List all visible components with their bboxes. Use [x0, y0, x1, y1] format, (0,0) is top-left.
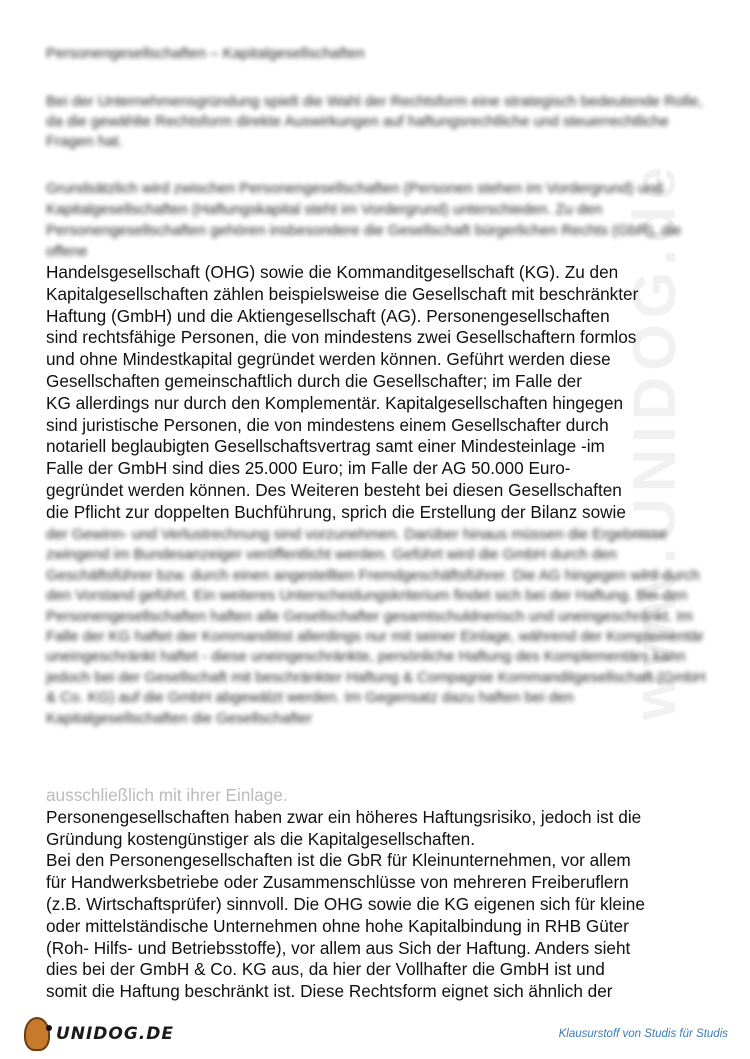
- text-line: Falle der GmbH sind dies 25.000 Euro; im Falle der AG 50.000 Euro-: [46, 458, 571, 479]
- visible-text-block: [46, 262, 716, 524]
- text-line: notariell beglaubigten Gesellschaftsvertrag samt einer Mindesteinlage -im: [46, 436, 605, 457]
- dog-icon: [24, 1017, 50, 1051]
- blurred-middle-section: der Gewinn- und Verlustrechnung sind vorzunehmen. Darüber hinaus müssen die Ergebnisse zwingend im Bundesanzeiger veröffentlicht werden. Geführt wird die GmbH durch den Geschäftsführer bzw. durch einen angestellten Fremdgeschäftsführer. Die AG hingegen wird durch den Vorstand geführt. Ein weiteres Unterscheidungskriterium findet sich bei der Haftung. Bei den Personengesellschaften haften alle Gesellschafter gesamtschuldnerisch und uneingeschränkt. Im Falle der KG haftet der Kommanditist allerdings nur mit seiner Einlage, während der Komplementär uneingeschränkt haftet - diese uneingeschränkte, persönliche Haftung des Komplementärs kann jedoch bei der Gesellschaft mit beschränkter Haftung & Compagnie Kommanditgesellschaft (GmbH & Co. KG) auf die GmbH abgewälzt werden. Im Gegensatz dazu haften bei den Kapitalgesellschaften die Gesellschafter: [46, 526, 706, 727]
- text-line: sind rechtsfähige Personen, die von mindestens zwei Gesellschaftern formlos: [46, 327, 637, 348]
- text-line: Gesellschaften gemeinschaftlich durch die Gesellschafter; im Falle der: [46, 370, 582, 391]
- text-line: Gründung kostengünstiger als die Kapitalgesellschaften.: [46, 828, 476, 849]
- text-line: oder mittelständische Unternehmen ohne hohe Kapitalbindung in RHB Güter: [46, 915, 629, 936]
- text-line: Bei den Personengesellschaften ist die GbR für Kleinunternehmen, vor allem: [46, 850, 631, 871]
- logo-text: UNIDOG.DE: [55, 1024, 174, 1044]
- text-line: für Handwerksbetriebe oder Zusammenschlüsse von mehreren Freiberuflern: [46, 872, 629, 893]
- footer-tagline: Klausurstoff von Studis für Studis: [558, 1028, 728, 1040]
- unidog-logo[interactable]: [24, 1016, 174, 1052]
- blurred-paragraph-start: Grundsätzlich wird zwischen Personengesellschaften (Personen stehen im Vordergrund) und Kapitalgesellschaften (Haftungskapital steht im Vordergrund) unterschieden. Zu den Personengesellschaften gehören insbesondere die Gesellschaft bürgerlichen Rechts (GbR), die offene: [46, 180, 682, 260]
- watermark: www.UNIDOG.de: [621, 160, 688, 720]
- text-line: (z.B. Wirtschaftsprüfer) sinnvoll. Die OHG sowie die KG eigenen sich für kleine: [46, 893, 645, 914]
- text-line: somit die Haftung beschränkt ist. Diese Rechtsform eignet sich ähnlich der: [46, 981, 613, 1002]
- visible-text-block-2: [46, 785, 716, 1003]
- text-line: Personengesellschaften haben zwar ein höheres Haftungsrisiko, jedoch ist die: [46, 806, 642, 827]
- text-line: gegründet werden können. Des Weiteren besteht bei diesen Gesellschaften: [46, 479, 622, 500]
- text-line: sind juristische Personen, die von mindestens einem Gesellschafter durch: [46, 414, 609, 435]
- text-line: KG allerdings nur durch den Komplementär. Kapitalgesellschaften hingegen: [46, 392, 624, 413]
- text-line: Haftung (GmbH) und die Aktiengesellschaft (AG). Personengesellschaften: [46, 305, 610, 326]
- document-title: Personengesellschaften – Kapitalgesellschaften: [46, 45, 365, 62]
- text-line: und ohne Mindestkapital gegründet werden können. Geführt werden diese: [46, 349, 611, 370]
- text-line: (Roh- Hilfs- und Betriebsstoffe), vor allem aus Sich der Haftung. Anders sieht: [46, 937, 631, 958]
- intro-paragraph: Bei der Unternehmensgründung spielt die Wahl der Rechtsform eine strategisch bedeutende Rolle, da die gewählte Rechtsform direkte Auswirkungen auf haftungsrechtliche und steuerrechtliche Fragen hat.: [46, 93, 703, 150]
- text-line: dies bei der GmbH & Co. KG aus, da hier der Vollhafter die GmbH ist und: [46, 959, 605, 980]
- text-line: Handelsgesellschaft (OHG) sowie die Kommanditgesellschaft (KG). Zu den: [46, 262, 619, 282]
- text-line: die Pflicht zur doppelten Buchführung, sprich die Erstellung der Bilanz sowie: [46, 501, 626, 522]
- partial-text-line: ausschließlich mit ihrer Einlage.: [46, 785, 288, 805]
- text-line: Kapitalgesellschaften zählen beispielsweise die Gesellschaft mit beschränkter: [46, 283, 639, 304]
